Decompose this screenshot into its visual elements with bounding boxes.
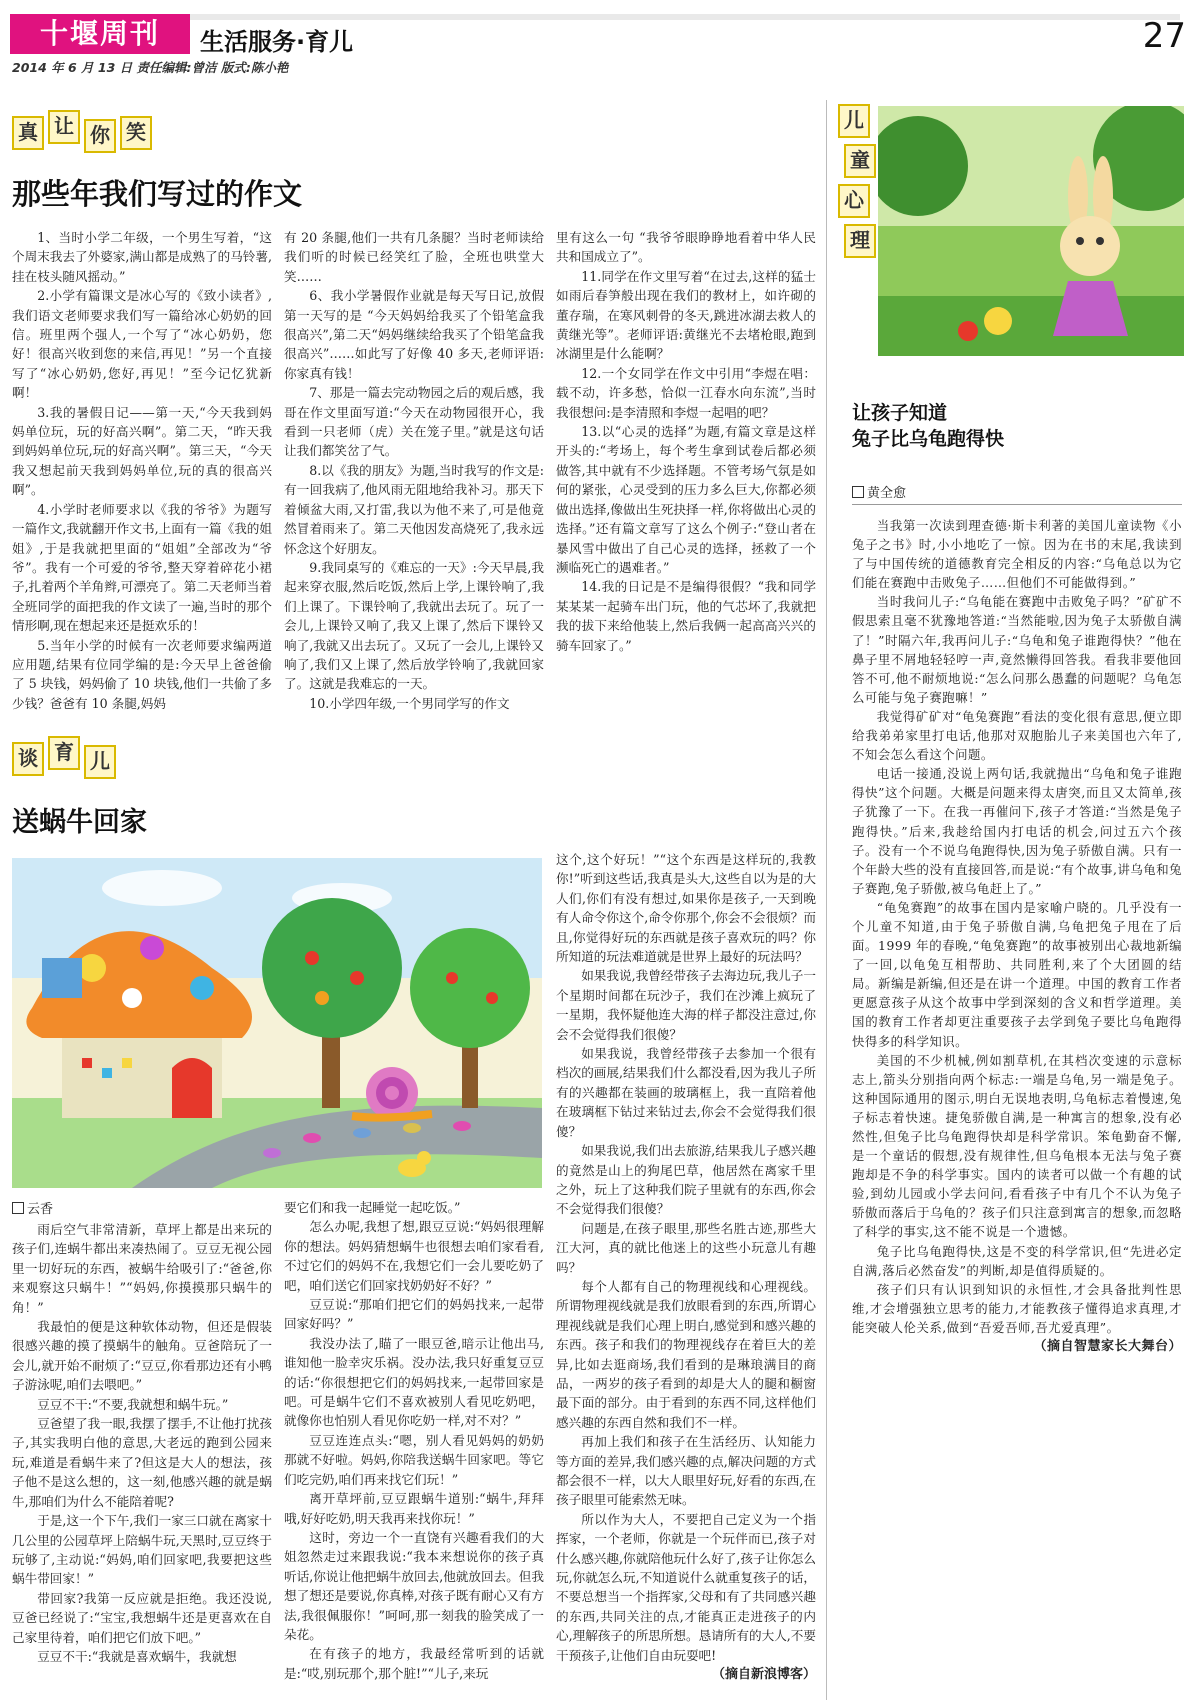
column-tag-laugh xyxy=(12,116,152,150)
masthead-bar xyxy=(190,14,1180,20)
paragraph: 所以作为大人，不要把自己定义为一个指挥家，一个老师，你就是一个玩伴而已,孩子对什么感兴趣,你就陪他玩什么好了,孩子让你怎么玩,你就怎么玩,不知道说什么就重复孩子的话，不要总想当一个指挥家,父母和有了共同感兴趣的东西,共同关注的点,才能真正走进孩子的内心,理解孩子的所思所想。恳请所有的大人,不要干预孩子,让他们自由玩耍吧! xyxy=(556,1511,816,1663)
article1-column-3 xyxy=(556,228,816,655)
tag-char: 儿 xyxy=(838,104,870,138)
article3-source: （摘自智慧家长大舞台） xyxy=(1033,1339,1182,1355)
article1-column-2 xyxy=(284,228,544,713)
paragraph: 如果我说，我曾经带孩子去参加一个很有档次的画展,结果我们什么都没看,因为我儿子所有的兴趣都在装画的玻璃框上，我一直陪着他在玻璃框下钻过来钻过去,你会不会觉得我们很傻？ xyxy=(556,1046,816,1139)
tag-char: 笑 xyxy=(120,116,152,150)
paragraph: 里有这么一句 “我爷爷眼睁睁地看着中华人民共和国成立了”。 xyxy=(556,230,816,265)
paragraph: 8.以《我的朋友》为题,当时我写的作文是:有一回我病了,他风雨无阻地给我补习。那天下着倾盆大雨,又打雷,我以为他不来了,可是他竟然冒着雨来了。第二天他因发高烧死了,我永远怀念这个好朋友。 xyxy=(284,462,544,556)
tag-char: 育 xyxy=(48,736,80,770)
paragraph: 豆豆不干:“不要,我就想和蜗牛玩。” xyxy=(37,1396,229,1412)
paragraph: 兔子比乌龟跑得快,这是不变的科学常识,但“先进必定自满,落后必然奋发”的判断,却是值得质疑的。 xyxy=(852,1243,1182,1278)
title-line-1: 让孩子知道 xyxy=(852,402,948,424)
paragraph: 电话一接通,没说上两句话,我就抛出“乌龟和兔子谁跑得快”这个问题。大概是问题来得太唐突,而且又太简单,孩子犹豫了一下。在我一再催问下,孩子才答道:“当然是兔子跑得快。”后来,我趁给国内打电话的机会,问过五六个孩子。没有一个不说乌龟跑得快,因为兔子骄傲自满。只有一个年龄大些的没有直接回答,而是说:“有个故事,讲乌龟和兔子赛跑,兔子骄傲,被乌龟赶上了。” xyxy=(852,766,1182,896)
newspaper-logo: 十堰周刊 xyxy=(10,14,190,54)
illustration-image xyxy=(878,106,1184,356)
paragraph: 豆豆不干:“我就是喜欢蜗牛，我就想 xyxy=(37,1648,237,1664)
article3-author-rule xyxy=(852,504,1182,505)
article3-body xyxy=(852,516,1182,1356)
issue-meta: 2014 年 6 月 13 日 责任编辑:曾洁 版式:陈小艳 xyxy=(12,60,289,75)
paragraph: 美国的不少机械,例如割草机,在其档次变速的示意标志上,箭头分别指向两个标志:一端是乌龟,另一端是兔子。这种国际通用的图示,明白无误地表明,乌龟标志着慢速,兔子标志着快速。捷兔骄傲自满,是一种寓言的想象,没有必然性,但兔子比乌龟跑得快却是科学常识。笨龟勤奋不懈,是一个童话的假想,没有规律性,但乌龟根本无法与兔子赛跑却是不争的科学事实。国内的读者可以做一个有趣的试验,到幼儿园或小学去问问,看看孩子中有几个不认为兔子骄傲而落后于乌龟的？孩子们只注意到寓言的想象,而忽略了科学的事实,这不能不说是一个遗憾。 xyxy=(852,1052,1182,1240)
paragraph: 豆豆连连点头:“嗯，别人看见妈妈的奶奶那就不好啦。妈妈,你陪我送蜗牛回家吧。等它们吃完奶,咱们再来找它们玩！” xyxy=(284,1432,544,1487)
paragraph: 这时，旁边一个一直饶有兴趣看我们的大姐忽然走过来跟我说:“我本来想说你的孩子真听话,你说让他把蜗牛放回去,他就放回去。但我想了想还是要说,你真棒,对孩子既有耐心又有方法,我很佩服你！”呵呵,那一刻我的脸笑成了一朵花。 xyxy=(284,1529,544,1642)
paragraph: 问题是,在孩子眼里,那些名胜古迹,那些大江大河，真的就比他迷上的这些小玩意儿有趣吗？ xyxy=(556,1220,816,1275)
rabbit-illustration xyxy=(878,106,1184,356)
column-tag-parenting xyxy=(12,742,116,776)
paragraph: 14.我的日记是不是编得很假？“我和同学某某某一起骑车出门玩，他的气芯坏了,我就把我的拔下来给他装上,然后我俩一起高高兴兴的骑车回家了。” xyxy=(556,579,816,653)
paragraph: 豆豆说:“那咱们把它们的妈妈找来,一起带回家好吗？” xyxy=(284,1297,544,1332)
paragraph: 怎么办呢,我想了想,跟豆豆说:“妈妈很理解你的想法。妈妈猜想蜗牛也很想去咱们家看看,不过它们的妈妈不在,我想它们一会儿要吃奶了吧，咱们送它们回家找奶奶好不好？” xyxy=(284,1219,544,1293)
tag-char: 你 xyxy=(84,119,116,153)
paragraph: 每个人都有自己的物理视线和心理视线。所谓物理视线就是我们放眼看到的东西,所谓心理视线就是我们心理上明白,感觉到和感兴趣的东西。孩子和我们的物理视线存在着巨大的差异,比如去逛商场,我们看到的是琳琅满目的商品，一两岁的孩子看到的却是大人的腿和橱窗最下面的部分。由于看到的东西不同,这样他们感兴趣的东西自然和我们不一样。 xyxy=(556,1278,816,1430)
paragraph: 在有孩子的地方，我最经常听到的话就是:“哎,别玩那个,那个脏!”“儿子,来玩 xyxy=(284,1646,544,1681)
paragraph: 4.小学时老师要求以《我的爷爷》为题写一篇作文,我就翻开作文书,上面有一篇《我的姐姐》,于是我就把里面的“姐姐”全部改为“爷爷”。我有一个可爱的爷爷,整天穿着碎花小裙子,扎着两个羊角辫,可漂亮了。第二天老师当着全班同学的面把我的作文读了一遍,当时的那个情形啊,现在想起来还是挺欢乐的！ xyxy=(12,501,272,634)
paragraph: 11.同学在作文里写着“在过去,这样的猛士如雨后春笋般出现在我们的教材上，如许砌的董存瑞，在寒风刺骨的冬天,跳进冰湖去救人的黄继光等”。老师评语:黄继光不去堵枪眼,跑到冰湖里是什么能啊？ xyxy=(556,268,816,362)
tag-char: 让 xyxy=(48,110,80,144)
paragraph: 我没办法了,瞄了一眼豆爸,暗示让他出马,谁知他一脸幸灾乐祸。没办法,我只好重复豆豆的话:“你很想把它们的妈妈找来,一起带回家是吧。可是蜗牛它们不喜欢被别人看见吃奶吧，就像你也怕别人看见你吃奶一样,对不对？” xyxy=(284,1335,544,1429)
paragraph: 我觉得矿矿对“龟兔赛跑”看法的变化很有意思,便立即给我弟弟家里打电话,他那对双胞胎儿子来美国也六年了,不知会怎么看这个问题。 xyxy=(852,708,1182,763)
paragraph: 7、那是一篇去完动物园之后的观后感，我哥在作文里面写道:“今天在动物园很开心，我看到一只老师（虎）关在笼子里。”就是这句话让我们都笑岔了气。 xyxy=(284,385,544,459)
tag-char: 童 xyxy=(844,144,876,178)
column-tag-psychology xyxy=(838,104,870,258)
tag-char: 真 xyxy=(12,116,44,150)
section-title: 生活服务·育儿 xyxy=(200,28,354,56)
paragraph: 豆爸望了我一眼,我摆了摆手,不让他打扰孩子,其实我明白他的意思,大老远的跑到公园来玩,难道是看蜗牛来了?但这是大人的想法，孩子他不是这么想的，这一刻,他感兴趣的就是蜗牛,那咱们为什么不能陪着呢? xyxy=(12,1416,272,1509)
paragraph: 有 20 条腿,他们一共有几条腿？当时老师读给我们听的时候已经笑红了脸，全班也哄堂大笑…… xyxy=(284,230,544,284)
column-divider xyxy=(826,100,827,1700)
tag-char: 谈 xyxy=(12,742,44,776)
paragraph: 3.我的暑假日记——第一天,“今天我到妈妈单位玩，玩的好高兴啊”。第二天，“昨天我到妈妈单位玩,玩的好高兴啊”。第三天，“今天我又想起前天我到妈妈单位,玩的真的很高兴啊”。 xyxy=(12,404,272,498)
paragraph: “龟兔赛跑”的故事在国内是家喻户晓的。几乎没有一个儿童不知道,由于兔子骄傲自满,乌龟把兔子甩在了后面。1999 年的春晚,“龟兔赛跑”的故事被别出心裁地新编了一回,以龟兔互相帮助、共同胜利,来了个大团圆的结局。新编是新编,但还是在讲一个道理。中国的教育工作者更愿意孩子从这个故事中学到深刻的含义和哲学道理。美国的教育工作者却更注重要孩子去学到兔子要比乌龟跑得快得多的科学知识。 xyxy=(852,899,1182,1049)
tag-char: 理 xyxy=(844,224,876,258)
article2-source: （摘自新浪博客） xyxy=(711,1667,816,1683)
paragraph: 10.小学四年级,一个男同学写的作文 xyxy=(309,695,510,711)
article2-author: 云香 xyxy=(12,1198,53,1217)
paragraph: 于是,这一个下午,我们一家三口就在离家十几公里的公园草坪上陪蜗牛玩,天黑时,豆豆终于玩够了,主动说:“妈妈,咱们回家吧,我要把这些蜗牛带回家！” xyxy=(12,1513,272,1587)
paragraph: 5.当年小学的时候有一次老师要求编两道应用题,结果有位同学编的是:今天早上爸爸偷了 5 块钱，妈妈偷了 10 块钱,他们一共偷了多少钱？爸爸有 10 条腿,妈妈 xyxy=(12,637,272,711)
paragraph: 带回家?我第一反应就是拒绝。我还没说,豆爸已经说了:“宝宝,我想蜗牛还是更喜欢在自己家里待着，咱们把它们放下吧。” xyxy=(12,1590,272,1645)
paragraph: 如果我说,我们出去旅游,结果我儿子感兴趣的竟然是山上的狗尾巴草，他居然在离家千里之外，玩上了这种我们院子里就有的东西,你会不会觉得我们很傻？ xyxy=(556,1143,816,1217)
paragraph: 雨后空气非常清新，草坪上都是出来玩的孩子们,连蜗牛都出来凑热闹了。豆豆无视公园里一切好玩的东西，被蜗牛给吸引了:“爸爸,你来观察这只蜗牛！”“妈妈,你摸摸那只蜗牛的角！” xyxy=(12,1222,272,1315)
article-title-snail: 送蜗牛回家 xyxy=(12,807,147,838)
paragraph: 再加上我们和孩子在生活经历、认知能力等方面的差异,我们感兴趣的点,解决问题的方式都会很不一样，以大人眼里好玩,好看的东西,在孩子眼里可能索然无味。 xyxy=(556,1434,816,1508)
paragraph: 9.我同桌写的《难忘的一天》:今天早晨,我起来穿衣服,然后吃饭,然后上学,上课铃响了,我们上课了。下课铃响了,我就出去玩了。玩了一会儿,上课铃又响了,我又上课了,然后下课铃又响了,我就又出去玩了。又玩了一会儿,上课铃又响了,我们又上课了,然后放学铃响了,我就回家了。这就是我难忘的一天。 xyxy=(284,559,544,692)
paragraph: 当我第一次读到理查德·斯卡利著的美国儿童读物《小兔子之书》时,小小地吃了一惊。因为在书的末尾,我读到了与中国传统的道德教育完全相反的内容:“乌龟总以为它们能在赛跑中击败兔子……但他们不可能做得到。” xyxy=(852,518,1182,591)
painting-image xyxy=(12,858,542,1188)
article2-column-2 xyxy=(284,1198,544,1683)
article1-column-1 xyxy=(12,228,272,713)
paragraph: 这个,这个好玩！”“这个东西是这样玩的,我教你!”听到这些话,我真是头大,这些自以为是的大人们,你们有没有想过,如果你是孩子,一天到晚有人命令你这个,命令你那个,你会不会很烦？而且,你觉得好玩的东西就是孩子喜欢玩的吗？你所知道的玩法难道就是世界上最好的玩法吗？ xyxy=(556,852,816,965)
paragraph: 2.小学有篇课文是冰心写的《致小读者》,我们语文老师要求我们写一篇给冰心奶奶的回信。班里两个强人,一个写了“冰心奶奶，您好！很高兴收到您的来信,再见！”另一个直接写了“冰心奶奶,您好,再见！”至今记忆犹新啊！ xyxy=(12,288,272,401)
paragraph: 我最怕的便是这种软体动物，但还是假装很感兴趣的摸了摸蜗牛的触角。豆爸陪玩了一会儿,就开始不耐烦了:“豆豆,你看那边还有小鸭子游泳呢,咱们去喂吧。” xyxy=(12,1319,272,1393)
title-line-2: 兔子比乌龟跑得快 xyxy=(852,428,1005,450)
paragraph: 当时我问儿子:“乌龟能在赛跑中击败兔子吗？”矿矿不假思索且毫不犹豫地答道:“当然能啦,因为兔子太骄傲自满了！”时隔六年,我再问儿子:“乌龟和兔子谁跑得快？”他在鼻子里不屑地轻轻哼一声,竟然懒得回答我。看我非要他回答不可,他不耐烦地说:“怎么问那么愚蠢的问题呢？乌龟怎么可能与兔子赛跑嘛！” xyxy=(852,594,1182,705)
paragraph: 12.一个女同学在作文中引用“李煜在唱：载不动，许多愁，恰似一江春水向东流”,当时我很想问:是李清照和李煜一起唱的吧？ xyxy=(556,365,816,420)
paragraph: 6、我小学暑假作业就是每天写日记,放假第一天写的是 “今天妈妈给我买了个铅笔盒我很高兴”,第二天“妈妈继续给我买了个铅笔盒我很高兴”……如此写了好像 40 多天,老师评语:你家真有钱！ xyxy=(284,288,544,381)
paragraph: 离开草坪前,豆豆跟蜗牛道别:“蜗牛,拜拜哦,好好吃奶,明天我再来找你玩！” xyxy=(284,1491,544,1526)
article2-column-3 xyxy=(556,850,816,1684)
children-painting xyxy=(12,858,542,1188)
paragraph: 如果我说,我曾经带孩子去海边玩,我儿子一个星期时间都在玩沙子，我们在沙滩上疯玩了一星期，我怀疑他连大海的样子都没注意过,你会不会觉得我们很傻？ xyxy=(556,968,816,1042)
tag-char: 儿 xyxy=(84,745,116,779)
paragraph: 1、当时小学二年级，一个男生写着，“这个周末我去了外婆家,满山都是成熟了的马铃薯,挂在枝头随风摇动。” xyxy=(12,230,272,284)
page-number: 27 xyxy=(1142,16,1186,56)
article-title-rabbit xyxy=(852,400,1004,452)
paragraph: 孩子们只有认识到知识的永恒性,才会具备批判性思维,才会增强独立思考的能力,才能教孩子懂得追求真理,才能突破人伦关系,做到“吾爱吾师,吾尤爱真理”。 xyxy=(852,1281,1182,1335)
article2-column-1 xyxy=(12,1220,272,1666)
article3-author: 黄全愈 xyxy=(852,482,906,501)
paragraph: 13.以“心灵的选择”为题,有篇文章是这样开头的:“考场上，每个考生拿到试卷后都必须做答,其中就有不少选择题。不管考场气氛是如何的紧张，心灵受到的压力多么巨大,你都必须做出选择,像做出生死抉择一样,你将做出心灵的选择。”还有篇文章写了这么个例子:“登山者在暴风雪中做出了自己心灵的选择，拯救了一个濒临死亡的遇难者。” xyxy=(556,424,816,575)
article-title-compositions: 那些年我们写过的作文 xyxy=(12,177,303,211)
tag-char: 心 xyxy=(838,184,870,218)
paragraph: 要它们和我一起睡觉一起吃饭。” xyxy=(284,1200,461,1215)
